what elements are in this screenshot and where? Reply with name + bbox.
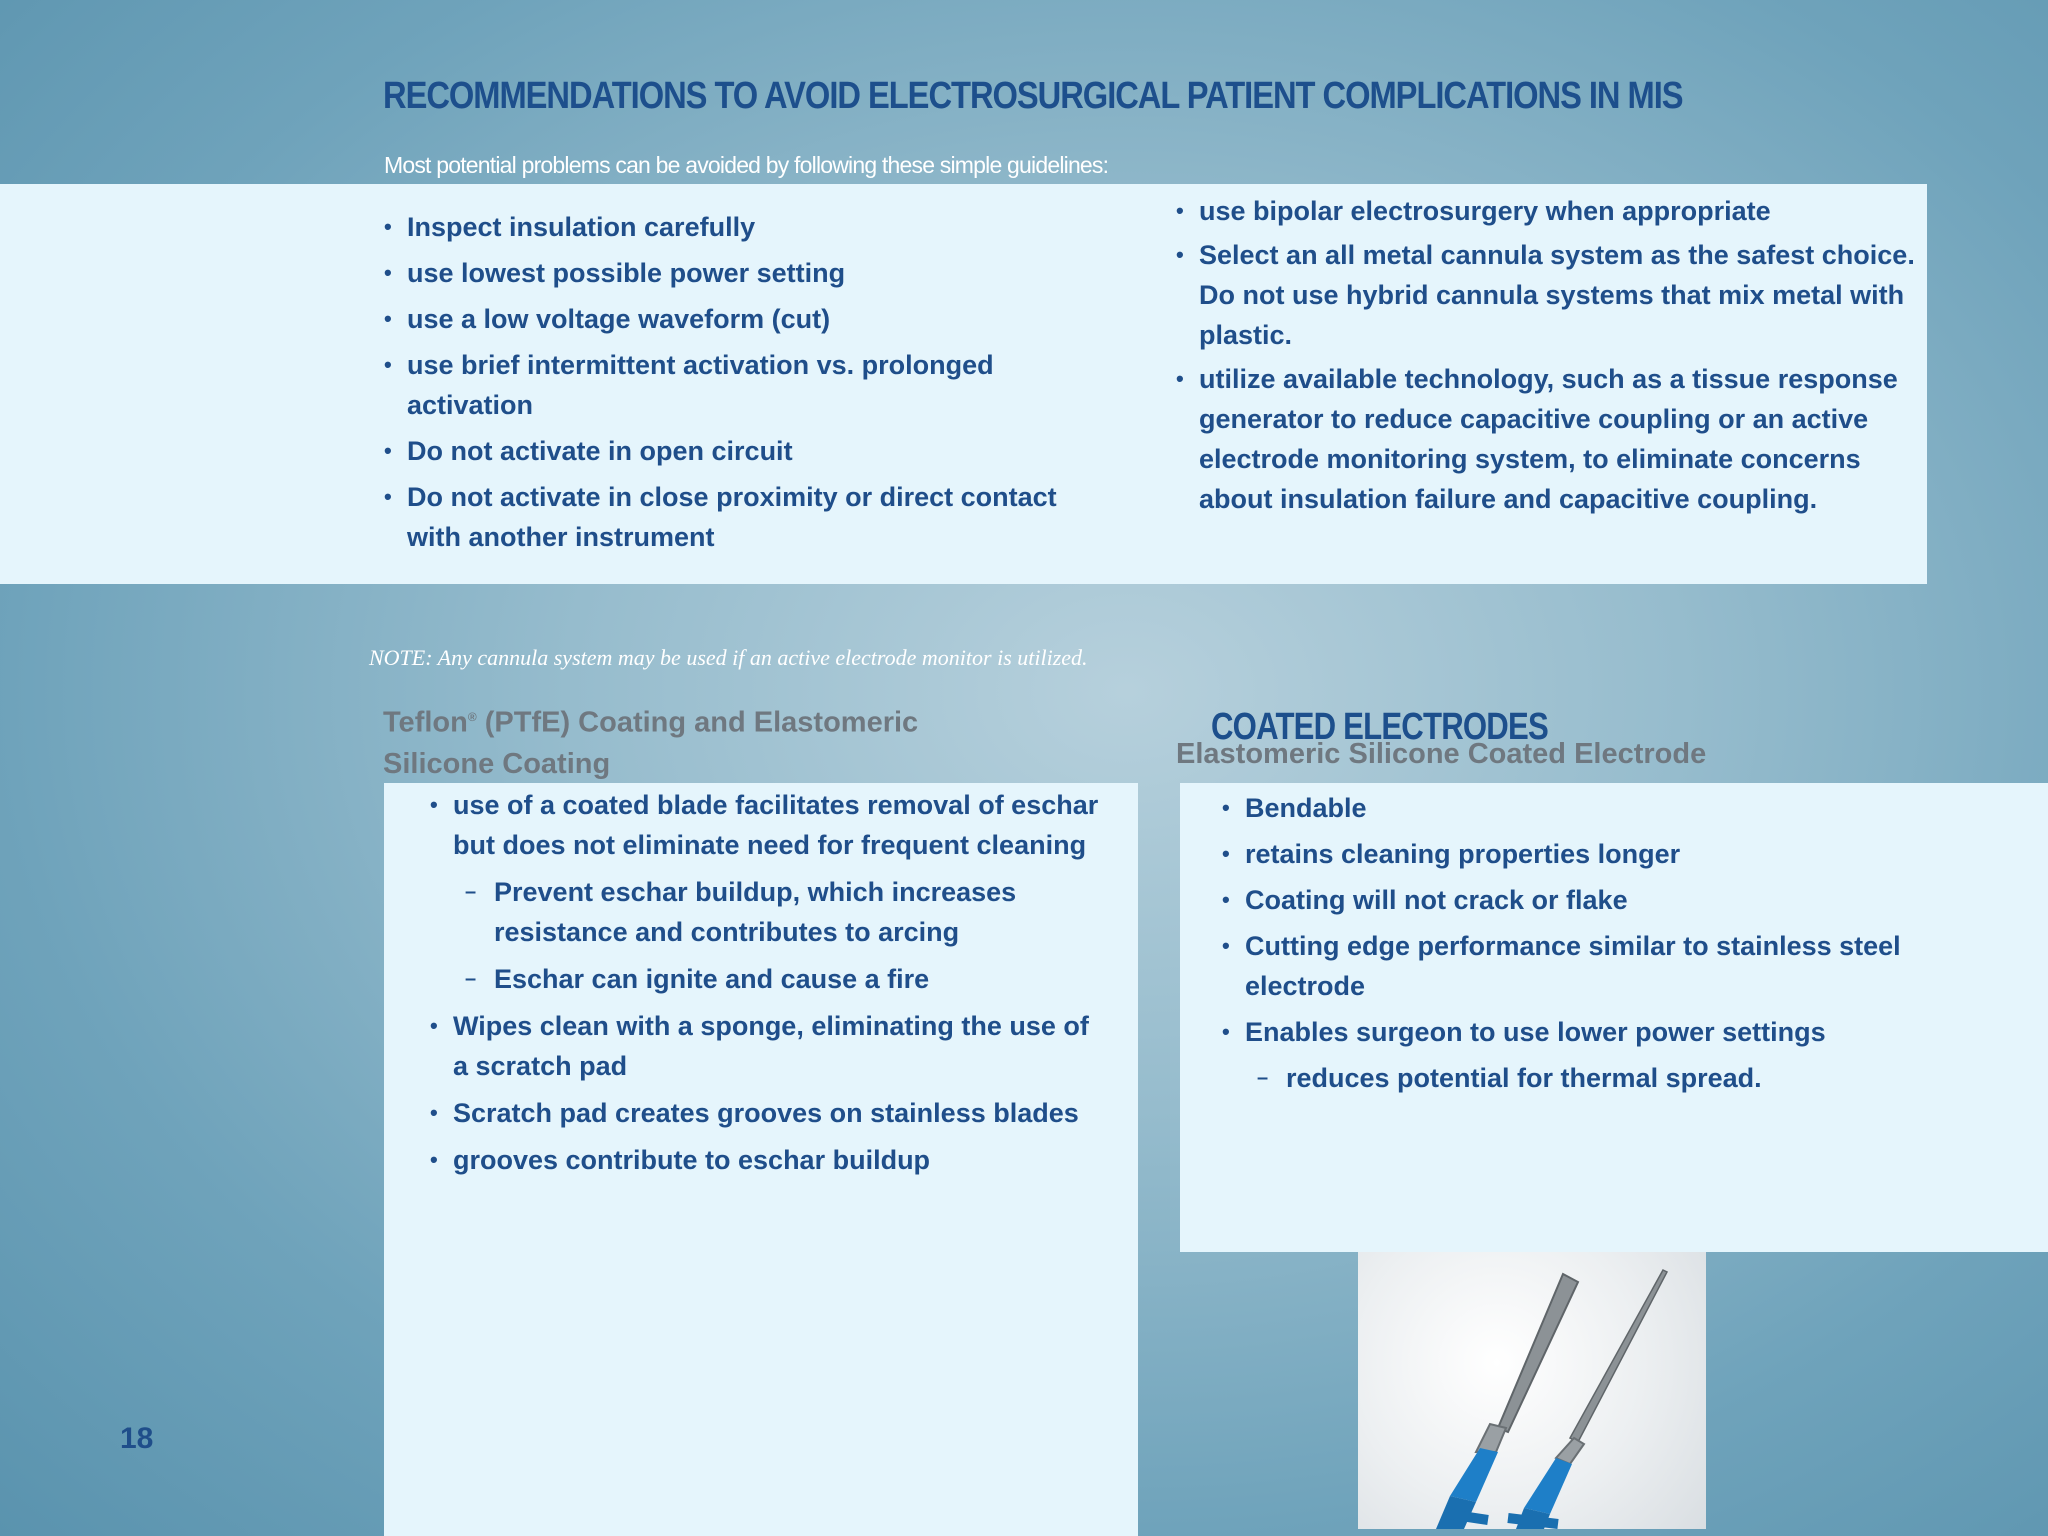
guidelines-list-right	[1176, 191, 1926, 523]
teflon-section-heading	[383, 697, 1003, 785]
bullet-item: • use lowest possible power setting	[384, 253, 1084, 293]
bullet-item: • use of a coated blade facilitates removal of eschar but does not eliminate need for frequent cleaning	[430, 785, 1110, 865]
bullet-item: • Cutting edge performance similar to stainless steel electrode	[1222, 926, 2022, 1006]
bullet-item: • utilize available technology, such as a tissue response generator to reduce capacitive coupling or an active electrode monitoring system, to eliminate concerns about insulation failure and capacitive coupling.	[1176, 359, 1926, 519]
intro-text: Most potential problems can be avoided by following these simple guidelines:	[384, 152, 1109, 178]
silicone-electrode-heading: Elastomeric Silicone Coated Electrode	[1176, 738, 1707, 770]
coated-electrodes-list	[1222, 788, 2022, 1104]
bullet-item: • Do not activate in open circuit	[384, 431, 1084, 471]
bullet-item: • Select an all metal cannula system as the safest choice. Do not use hybrid cannula systems that mix metal with plastic.	[1176, 235, 1926, 355]
guidelines-list-left	[384, 207, 1084, 563]
teflon-list	[430, 785, 1110, 1187]
bullet-item: • Enables surgeon to use lower power settings	[1222, 1012, 2022, 1052]
bullet-item: • use brief intermittent activation vs. prolonged activation	[384, 345, 1084, 425]
bullet-item: • Wipes clean with a sponge, eliminating the use of a scratch pad	[430, 1006, 1110, 1086]
sub-bullet-item: – Prevent eschar buildup, which increases resistance and contributes to arcing	[430, 872, 1110, 952]
bullet-item: • use bipolar electrosurgery when appropriate	[1176, 191, 1926, 231]
bullet-item: • Bendable	[1222, 788, 2022, 828]
registered-mark: ®	[467, 710, 477, 724]
page-title: RECOMMENDATIONS TO AVOID ELECTROSURGICAL PATIENT COMPLICATIONS IN MIS	[383, 75, 1683, 117]
electrode-photo	[1358, 1252, 1706, 1529]
heading-text: (PTfE) Coating and Elastomeric Silicone Coating	[383, 706, 919, 780]
coated-electrodes-title: COATED ELECTRODES	[1211, 706, 1548, 748]
electrode-illustration	[1358, 1252, 1706, 1529]
bullet-item: • Inspect insulation carefully	[384, 207, 1084, 247]
sub-bullet-item: – reduces potential for thermal spread.	[1222, 1058, 2022, 1098]
sub-bullet-item: – Eschar can ignite and cause a fire	[430, 959, 1110, 999]
bullet-item: • Scratch pad creates grooves on stainless blades	[430, 1093, 1110, 1133]
cannula-note: NOTE: Any cannula system may be used if an active electrode monitor is utilized.	[369, 645, 1088, 670]
bullet-item: • use a low voltage waveform (cut)	[384, 299, 1084, 339]
page-number: 18	[120, 1422, 154, 1455]
bullet-item: • Coating will not crack or flake	[1222, 880, 2022, 920]
needle-electrode	[1508, 1270, 1667, 1529]
bullet-item: • grooves contribute to eschar buildup	[430, 1140, 1110, 1180]
bullet-item: • Do not activate in close proximity or direct contact with another instrument	[384, 477, 1084, 557]
heading-text: Teflon	[383, 706, 468, 739]
bullet-item: • retains cleaning properties longer	[1222, 834, 2022, 874]
